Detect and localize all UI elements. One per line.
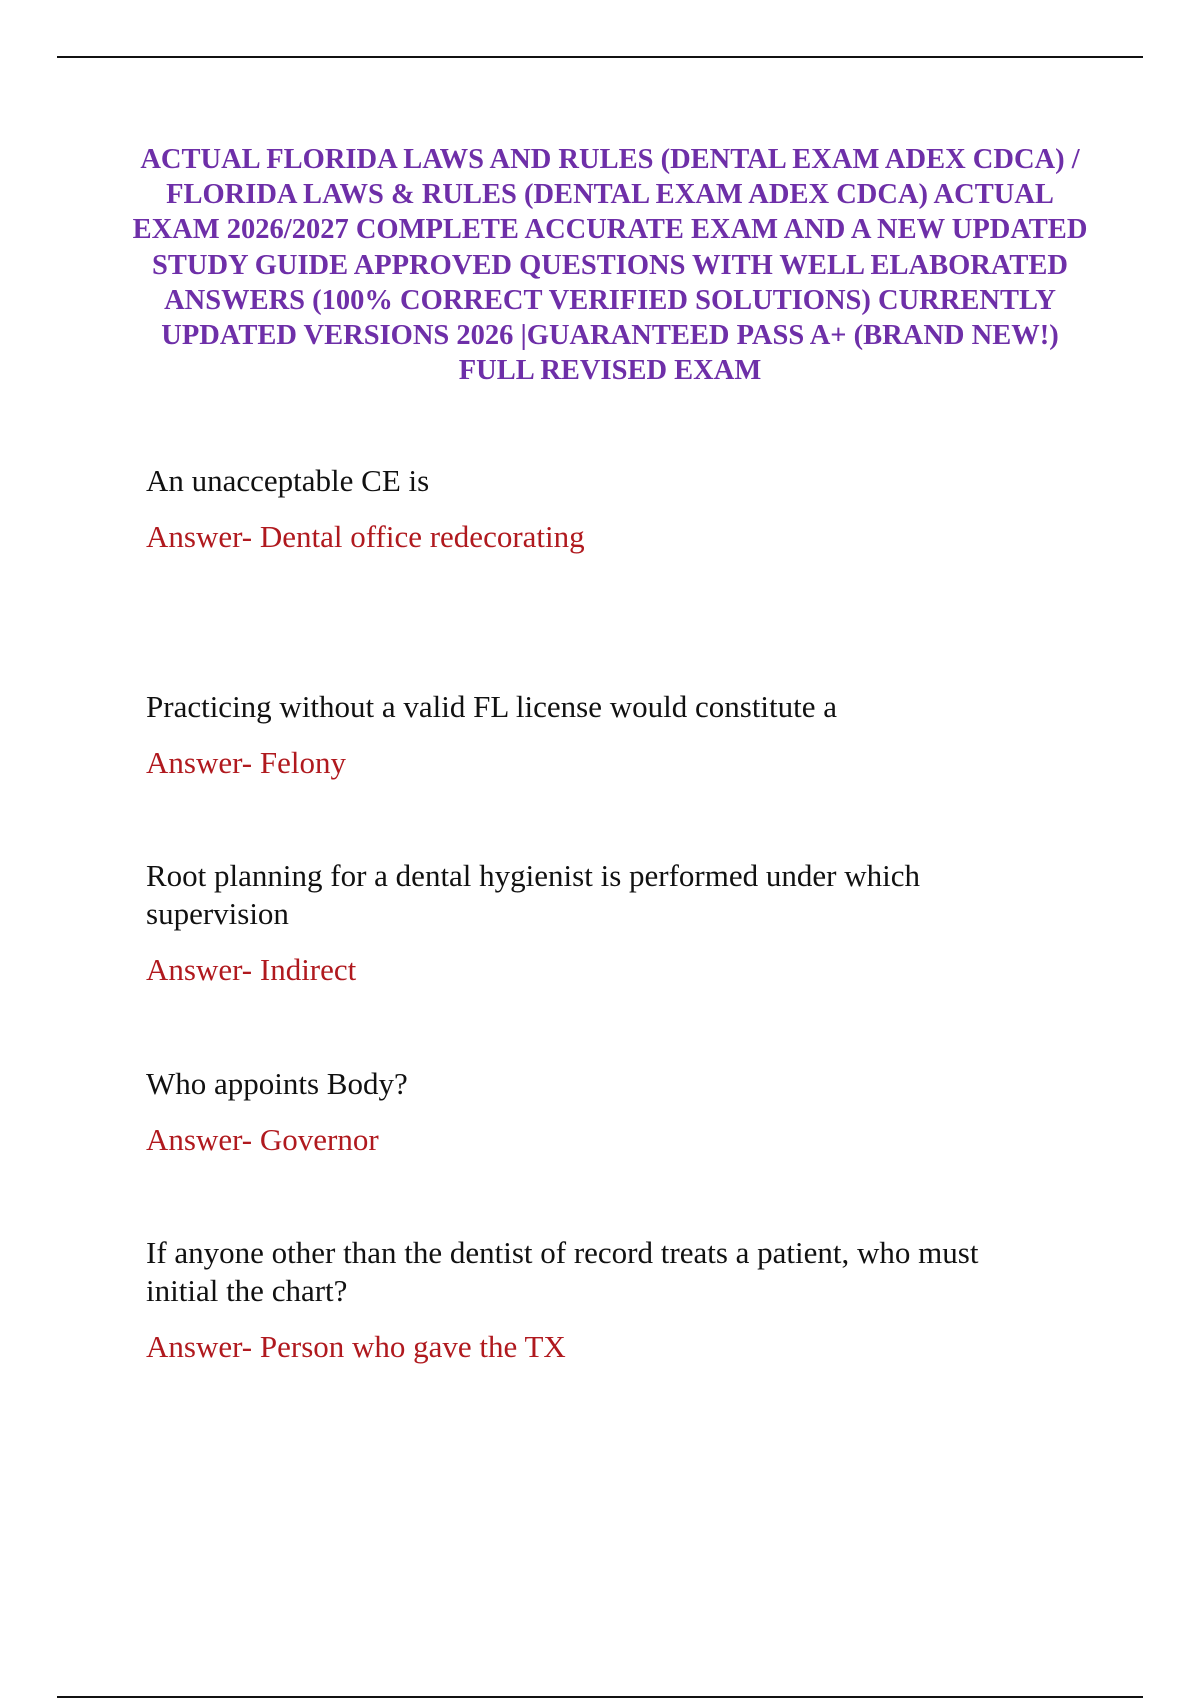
question-text: An unacceptable CE is — [146, 463, 430, 498]
top-horizontal-rule — [57, 56, 1143, 58]
question-text: Who appoints Body? — [146, 1066, 408, 1101]
question-text: Practicing without a valid FL license would constitute a — [146, 689, 838, 724]
answer-text: Answer- Governor — [146, 1122, 379, 1157]
qa-item — [146, 857, 1046, 989]
qa-item — [146, 688, 1046, 782]
answer-text: Answer- Dental office redecorating — [146, 519, 585, 554]
answer-text: Answer- Felony — [146, 745, 346, 780]
document-title: ACTUAL FLORIDA LAWS AND RULES (DENTAL EXAM ADEX CDCA) / FLORIDA LAWS & RULES (DENTAL EXAM ADEX CDCA) ACTUAL EXAM 2026/2027 COMPLETE ACCURATE EXAM AND A NEW UPDATED STUDY GUIDE APPROVED QUESTIONS WITH WELL ELABORATED ANSWERS (100% CORRECT VERIFIED SOLUTIONS) CURRENTLY UPDATED VERSIONS 2026 |GUARANTEED PASS A+ (BRAND NEW!) FULL REVISED EXAM — [132, 144, 1088, 387]
question-text: If anyone other than the dentist of record treats a patient, who must initial the chart? — [146, 1235, 979, 1308]
qa-item — [146, 1065, 1046, 1159]
bottom-horizontal-rule — [57, 1696, 1143, 1698]
qa-item — [146, 462, 1046, 556]
answer-text: Answer- Person who gave the TX — [146, 1329, 566, 1364]
qa-item — [146, 1234, 1046, 1366]
answer-text: Answer- Indirect — [146, 952, 357, 987]
question-text: Root planning for a dental hygienist is performed under which supervision — [146, 858, 920, 931]
